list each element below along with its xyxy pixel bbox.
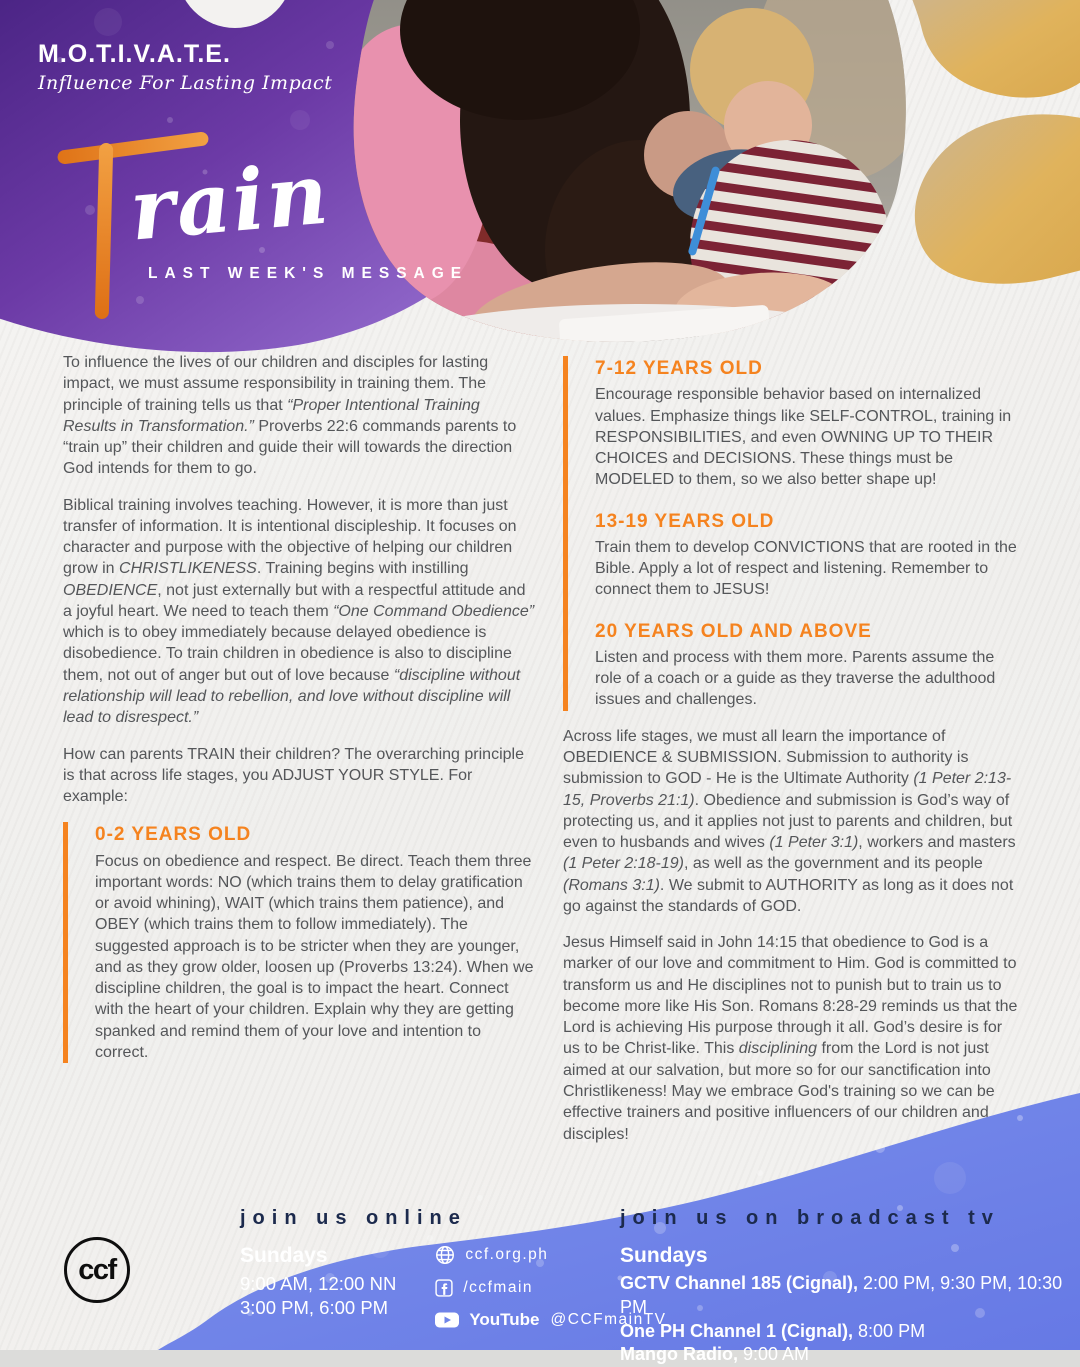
- intro-paragraph-2: Biblical training involves teaching. However, it is more than just transfer of information. It is intentional discipleship. It focuses on character and purpose with the objective of helping our children grow in CHRISTLIKENESS. Training begins with instilling OBEDIENCE, not just externally but with a respectful attitude and a joyful heart. We need to teach them “One Command Obedience” which is to obey immediately because delayed obedience is disobedience. To train children in obedience is also to discipline them, not out of anger but out of love because “discipline without relationship will lead to rebellion, and love without discipline will lead to disrespect.”: [63, 496, 535, 727]
- age-heading-0-2: 0-2 YEARS OLD: [95, 824, 252, 846]
- age-heading-13-19: 13-19 YEARS OLD: [595, 510, 775, 532]
- website-label: ccf.org.ph: [465, 1246, 549, 1263]
- online-times-2: 3:00 PM, 6:00 PM: [240, 1296, 389, 1318]
- broadcast-row-oneph: One PH Channel 1 (Cignal), 8:00 PM: [620, 1320, 926, 1341]
- closing-paragraph-2: Jesus Himself said in John 14:15 that obedience to God is a marker of our love and commitment to Him. God is committed to transform us and He disciplines not to punish but to train us to become more like His Son. Romans 8:28-29 reminds us that the Lord is achieving His purpose through it all. God’s desire is for us to be Christ-like. This disciplining from the Lord is not just aimed at our salvation, but more so for our sanctification into Christlikeness! May we embrace God's training so we can be effective trainers and positive influencers of our children and disciples!: [563, 934, 1018, 1143]
- corner-blob-bottom: [915, 114, 1080, 283]
- facebook-icon: [434, 1278, 454, 1298]
- corner-blob-top: [905, 0, 1080, 98]
- online-day: Sundays: [240, 1244, 328, 1267]
- intro-paragraph-1: To influence the lives of our children and disciples for lasting impact, we must assume responsibility in training them. The principle of training tells us that “Proper Intentional Training Results in Transformation.” Proverbs 22:6 commands parents to “train up” their children and guide their will towards the direction God intends for them to go.: [63, 354, 517, 478]
- last-weeks-message-label: LAST WEEK'S MESSAGE: [148, 265, 469, 282]
- youtube-handle: @CCFmainTV: [550, 1311, 667, 1328]
- ccf-logo-text: ccf: [78, 1253, 116, 1286]
- age-body-13-19: Train them to develop CONVICTIONS that are rooted in the Bible. Apply a lot of respect and listening. Remember to connect them to JESUS!: [595, 538, 1017, 599]
- article-body: [63, 352, 1019, 1160]
- title-initial: [0, 0, 1, 1]
- message-title-block: [0, 0, 560, 350]
- motivate-tagline: Influence For Lasting Impact: [38, 72, 333, 94]
- online-times-1: 9:00 AM, 12:00 NN: [240, 1273, 397, 1294]
- ccf-logo: [64, 1237, 130, 1303]
- motivate-logo: M.O.T.I.V.A.T.E.: [38, 40, 231, 68]
- footer-join-online: [240, 1207, 667, 1342]
- hero-section: [0, 0, 1080, 350]
- intro-paragraph-3: How can parents TRAIN their children? The overarching principle is that across life stages, you ADJUST YOUR STYLE. For example:: [63, 745, 524, 806]
- age-section-7-12: [595, 356, 1019, 491]
- title-initial-t-stem: [95, 143, 114, 319]
- broadcast-day: Sundays: [620, 1244, 708, 1267]
- age-section-20-above: [595, 619, 1019, 711]
- join-online-heading: join us online: [240, 1207, 467, 1229]
- age-body-7-12: Encourage responsible behavior based on internalized values. Emphasize things like SELF-CONTROL, training in RESPONSIBILITIES, and even OWNING UP TO THEIR CHOICES and DECISIONS. These things must be MODELED to them, so we also better shape up!: [595, 386, 1012, 489]
- age-section-0-2: [95, 822, 535, 1063]
- online-schedule: [240, 1244, 396, 1342]
- age-group-older: [563, 356, 1019, 711]
- age-heading-20-above: 20 YEARS OLD AND ABOVE: [595, 620, 872, 642]
- footer-join-broadcast: [620, 1207, 1080, 1367]
- closing-paragraph-1: Across life stages, we must all learn the importance of OBEDIENCE & SUBMISSION. Submission to authority is submission to GOD - He is the Ultimate Authority (1 Peter 2:13-15, Proverbs 21:1). Obedience and submission is God’s way of protecting us, and it applies not just to parents and children, but even to husbands and wives (1 Peter 3:1), workers and masters (1 Peter 2:18-19), as well as the government and its people (Romans 3:1). We submit to AUTHORITY as long as it does not go against the standards of GOD.: [563, 727, 1016, 915]
- join-broadcast-heading: join us on broadcast tv: [620, 1207, 1000, 1229]
- age-body-0-2: Focus on obedience and respect. Be direct. Teach them three important words: NO (which trains them to delay gratification or avoid whining), WAIT (which trains them patience), and OBEY (which trains them to follow immediately). The suggested approach is to be stricter when they are younger, and as they grow older, loosen up (Proverbs 13:24). When we discipline children, the goal is to impact the heart. Connect with the heart of your children. Explain why they are getting spanked and remind them of your love and intention to correct.: [95, 852, 534, 1061]
- youtube-icon: [434, 1310, 460, 1330]
- facebook-label: /ccfmain: [463, 1279, 534, 1296]
- broadcast-row-gctv: GCTV Channel 185 (Cignal), 2:00 PM, 9:30 PM, 10:30 PM: [620, 1273, 1063, 1317]
- globe-icon: [434, 1244, 456, 1266]
- broadcast-row-mango: Mango Radio, 9:00 AM: [620, 1344, 810, 1365]
- age-heading-7-12: 7-12 YEARS OLD: [595, 358, 763, 379]
- age-group-0-2: [63, 822, 535, 1063]
- right-column: [563, 352, 1019, 1160]
- youtube-wordmark: YouTube: [469, 1310, 540, 1329]
- age-section-13-19: [595, 509, 1019, 601]
- title-script-text: rain: [126, 143, 334, 260]
- left-column: [63, 352, 535, 1160]
- age-body-20-above: Listen and process with them more. Parents assume the role of a coach or a guide as they traverse the adulthood issues and challenges.: [595, 648, 996, 709]
